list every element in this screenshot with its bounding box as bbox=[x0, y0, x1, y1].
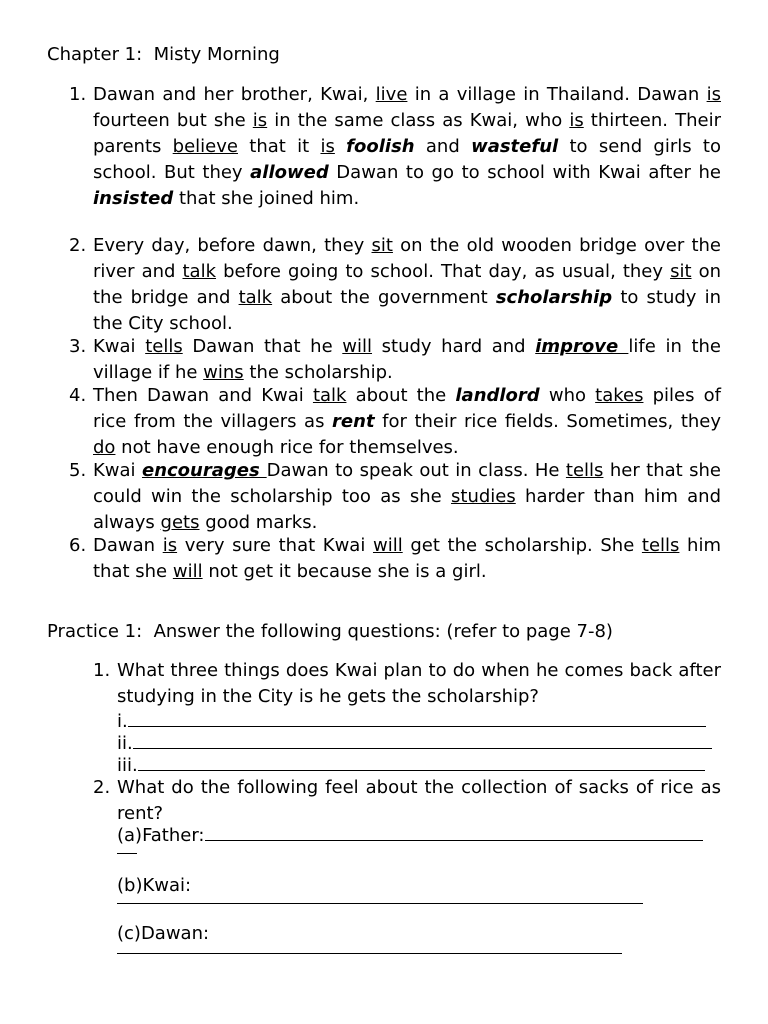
text-run: harder than him and always bbox=[93, 486, 721, 533]
answer-label-iii: iii. bbox=[117, 755, 138, 776]
text-run: very sure that Kwai bbox=[177, 535, 373, 556]
text-run: good marks. bbox=[199, 512, 318, 533]
emphasized-word: is bbox=[569, 110, 584, 131]
answer-dawan-line[interactable] bbox=[117, 953, 622, 954]
emphasized-word: scholarship bbox=[495, 287, 613, 308]
story-item-5 bbox=[93, 458, 721, 536]
answer-label-i: i. bbox=[117, 711, 128, 732]
question-number-2: 2. bbox=[93, 777, 111, 798]
text-run: to study in the City school. bbox=[93, 287, 721, 334]
story-item-3 bbox=[93, 334, 721, 386]
text-run: before going to school. That day, as usual, they bbox=[216, 261, 671, 282]
emphasized-word: talk bbox=[312, 385, 347, 406]
text-run: her that she could win the scholarship too as she bbox=[93, 460, 721, 507]
emphasized-word: encourages bbox=[141, 460, 267, 481]
emphasized-word: do bbox=[93, 437, 116, 458]
text-run: thirteen. Their parents bbox=[93, 110, 721, 157]
text-run: and bbox=[414, 136, 472, 157]
text-run: that it bbox=[237, 136, 321, 157]
emphasized-word: studies bbox=[451, 486, 516, 507]
text-run: fourteen but she bbox=[93, 110, 253, 131]
text-run: get the scholarship. She bbox=[402, 535, 642, 556]
emphasized-word: is bbox=[320, 136, 335, 157]
text-run: in a village in Thailand. Dawan bbox=[407, 84, 707, 105]
answer-father[interactable] bbox=[117, 824, 703, 847]
story-item-6 bbox=[93, 533, 721, 585]
question-2-text: What do the following feel about the collection of sacks of rice as rent? bbox=[117, 777, 721, 824]
emphasized-word: tells bbox=[145, 336, 183, 357]
emphasized-word: will bbox=[172, 561, 203, 582]
item-number-1: 1. bbox=[69, 84, 87, 105]
text-run: on the bridge and bbox=[93, 261, 721, 308]
answer-label-dawan: (c)Dawan: bbox=[117, 923, 210, 944]
story-item-4 bbox=[93, 383, 721, 461]
emphasized-word: allowed bbox=[250, 162, 329, 183]
answer-label-kwai: (b)Kwai: bbox=[117, 875, 192, 896]
text-run: on the old wooden bridge over the river and bbox=[93, 235, 721, 282]
answer-line-i[interactable] bbox=[117, 710, 706, 733]
question-1-text: What three things does Kwai plan to do when he comes back after studying in the City is he gets the scholarship? bbox=[117, 660, 721, 707]
text-run: Kwai bbox=[93, 460, 142, 481]
emphasized-word: gets bbox=[160, 512, 200, 533]
emphasized-word: landlord bbox=[455, 385, 540, 406]
emphasized-word: improve bbox=[535, 336, 629, 357]
text-run: study hard and bbox=[372, 336, 536, 357]
item-number-5: 5. bbox=[69, 460, 87, 481]
text-run: Dawan to go to school with Kwai after he bbox=[328, 162, 721, 183]
emphasized-word: insisted bbox=[93, 188, 174, 209]
answer-father-continuation[interactable] bbox=[117, 853, 137, 854]
answer-line-ii[interactable] bbox=[117, 732, 712, 755]
item-number-2: 2. bbox=[69, 235, 87, 256]
text-run: in the same class as Kwai, who bbox=[267, 110, 570, 131]
text-run: not get it because she is a girl. bbox=[202, 561, 487, 582]
emphasized-word: foolish bbox=[346, 136, 415, 157]
emphasized-word: sit bbox=[371, 235, 393, 256]
emphasized-word: wins bbox=[203, 362, 244, 383]
emphasized-word: rent bbox=[332, 411, 375, 432]
practice-heading: Practice 1: Answer the following questions: (refer to page 7-8) bbox=[47, 621, 613, 642]
text-run: Dawan to speak out in class. He bbox=[266, 460, 566, 481]
text-run: Kwai bbox=[93, 336, 146, 357]
answer-label-ii: ii. bbox=[117, 733, 133, 754]
text-run: Every day, before dawn, they bbox=[93, 235, 372, 256]
question-number-1: 1. bbox=[93, 660, 111, 681]
answer-kwai-line[interactable] bbox=[117, 903, 643, 904]
text-run: the scholarship. bbox=[243, 362, 393, 383]
emphasized-word: tells bbox=[565, 460, 604, 481]
text-run: to send girls to school. But they bbox=[93, 136, 721, 183]
emphasized-word: talk bbox=[238, 287, 273, 308]
story-item-1 bbox=[93, 82, 721, 212]
emphasized-word: wasteful bbox=[471, 136, 559, 157]
emphasized-word: is bbox=[252, 110, 268, 131]
text-run: Then Dawan and Kwai bbox=[93, 385, 313, 406]
text-run bbox=[335, 136, 346, 157]
text-run: piles of rice from the villagers as bbox=[93, 385, 721, 432]
item-number-4: 4. bbox=[69, 385, 87, 406]
emphasized-word: takes bbox=[595, 385, 644, 406]
emphasized-word: tells bbox=[641, 535, 680, 556]
answer-line-iii[interactable] bbox=[117, 754, 705, 777]
text-run: Dawan that he bbox=[182, 336, 343, 357]
text-run: Dawan and her brother, Kwai, bbox=[93, 84, 376, 105]
emphasized-word: is bbox=[162, 535, 178, 556]
emphasized-word: believe bbox=[172, 136, 238, 157]
emphasized-word: talk bbox=[182, 261, 217, 282]
text-run: who bbox=[539, 385, 596, 406]
story-item-2 bbox=[93, 233, 721, 337]
emphasized-word: live bbox=[375, 84, 408, 105]
emphasized-word: will bbox=[342, 336, 373, 357]
answer-label-father: (a)Father: bbox=[117, 825, 205, 846]
text-run: Dawan bbox=[93, 535, 163, 556]
text-run: for their rice fields. Sometimes, they bbox=[374, 411, 722, 432]
emphasized-word: sit bbox=[670, 261, 692, 282]
emphasized-word: will bbox=[372, 535, 403, 556]
text-run: him that she bbox=[93, 535, 721, 582]
text-run: about the government bbox=[272, 287, 496, 308]
answer-dawan-label-row bbox=[117, 923, 209, 945]
item-number-6: 6. bbox=[69, 535, 87, 556]
emphasized-word: is bbox=[706, 84, 721, 105]
chapter-heading: Chapter 1: Misty Morning bbox=[47, 44, 280, 65]
text-run: about the bbox=[346, 385, 456, 406]
answer-kwai-label-row bbox=[117, 875, 191, 897]
text-run: life in the village if he bbox=[93, 336, 722, 383]
item-number-3: 3. bbox=[69, 336, 87, 357]
text-run: that she joined him. bbox=[173, 188, 360, 209]
text-run: not have enough rice for themselves. bbox=[115, 437, 459, 458]
